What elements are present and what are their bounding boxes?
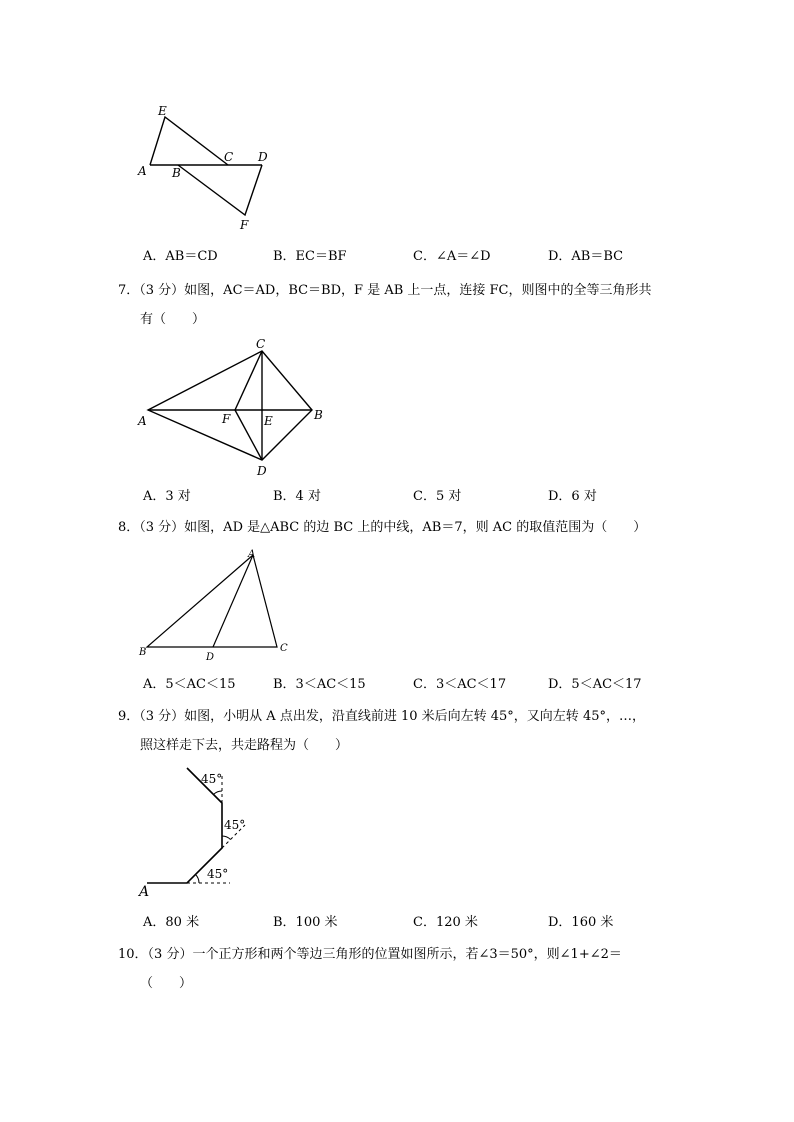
q9-option-d[interactable]: D．160 米 (548, 915, 614, 930)
q8-label-D: D (206, 652, 215, 663)
q6-label-D: D (258, 150, 268, 164)
q9-angle-label-3: 45° (201, 772, 223, 786)
q8-option-c[interactable]: C．3＜AC＜17 (413, 677, 507, 692)
q9-arc-1 (196, 875, 200, 884)
q9-arc-2 (222, 836, 231, 840)
q9-option-c[interactable]: C．120 米 (413, 915, 478, 930)
q8-figure (135, 545, 300, 665)
q9-stem-line1: 9．（3 分）如图，小明从 A 点出发，沿直线前进 10 米后向左转 45°，又向左转 45°，…， (118, 709, 645, 724)
q9-option-a[interactable]: A．80 米 (143, 915, 200, 930)
q9-stem-line2: 照这样走下去，共走路程为（ ） (140, 738, 349, 753)
q7-quadrilateral (148, 351, 312, 460)
q7-label-D: D (257, 464, 267, 478)
q8-option-a[interactable]: A．5＜AC＜15 (143, 677, 236, 692)
q9-angle-label-2: 45° (224, 818, 246, 832)
q7-line-FC (235, 351, 262, 410)
q7-stem-line1: 7．（3 分）如图，AC＝AD，BC＝BD，F 是 AB 上一点，连接 FC，则图中的全等三角形共 (118, 283, 652, 298)
q6-line-A-E-C-D (150, 117, 228, 165)
q8-option-d[interactable]: D．5＜AC＜17 (548, 677, 642, 692)
q8-stem: 8．（3 分）如图，AD 是△ABC 的边 BC 上的中线，AB＝7，则 AC 的取值范围为（ ） (118, 520, 647, 535)
q6-option-d[interactable]: D．AB＝BC (548, 249, 624, 264)
q8-line-AD (213, 555, 253, 647)
q9-angle-label-1: 45° (207, 867, 229, 881)
q6-option-c[interactable]: C．∠A＝∠D (413, 249, 491, 264)
q7-stem-line2: 有（ ） (140, 312, 206, 327)
q8-option-b[interactable]: B．3＜AC＜15 (273, 677, 366, 692)
q10-stem-line2: （ ） (140, 976, 193, 991)
q9-figure (135, 765, 255, 900)
q6-figure (130, 95, 290, 235)
q7-option-c[interactable]: C．5 对 (413, 489, 462, 504)
q7-label-A: A (138, 414, 147, 428)
q7-option-b[interactable]: B．4 对 (273, 489, 321, 504)
q7-line-FD (235, 410, 262, 460)
q7-option-d[interactable]: D．6 对 (548, 489, 597, 504)
q6-line-B-F-D (178, 165, 262, 215)
q7-option-a[interactable]: A．3 对 (143, 489, 191, 504)
q6-label-B: B (172, 166, 181, 180)
q8-label-C: C (280, 643, 288, 654)
q8-triangle (147, 555, 277, 647)
q6-label-F: F (240, 218, 249, 232)
q9-arc-3 (214, 791, 223, 795)
q7-label-C: C (256, 337, 266, 351)
q10-stem-line1: 10．（3 分）一个正方形和两个等边三角形的位置如图所示，若∠3＝50°，则∠1+∠2＝ (118, 947, 622, 962)
q9-label-A: A (139, 884, 150, 900)
q6-label-E: E (158, 104, 167, 118)
q7-figure (130, 335, 330, 485)
q8-label-B: B (139, 647, 147, 658)
q7-label-E: E (264, 414, 273, 428)
q9-option-b[interactable]: B．100 米 (273, 915, 338, 930)
q6-label-A: A (138, 164, 147, 178)
q7-label-B: B (314, 408, 323, 422)
q6-option-b[interactable]: B．EC＝BF (273, 249, 347, 264)
q8-label-A: A (248, 549, 256, 560)
q7-label-F: F (222, 412, 231, 426)
q6-label-C: C (224, 150, 234, 164)
q6-option-a[interactable]: A．AB＝CD (143, 249, 218, 264)
